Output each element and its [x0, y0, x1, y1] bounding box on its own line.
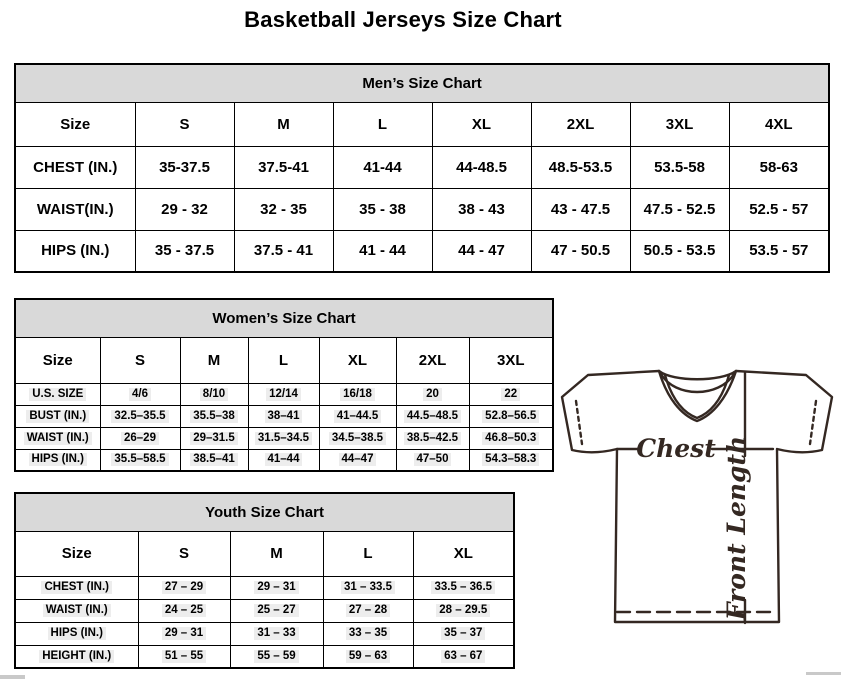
value-cell: 4/6 [100, 383, 180, 405]
row-label: HIPS (IN.) [15, 230, 135, 272]
value-cell: 33 – 35 [323, 622, 413, 645]
value-cell: 54.3–58.3 [469, 449, 553, 471]
left-cuff-dashed-line [576, 401, 582, 444]
womens-header-2xl: 2XL [396, 337, 469, 383]
chest-label: Chest [636, 434, 716, 463]
value-cell: 35.5–38 [180, 405, 248, 427]
value-cell: 28 – 29.5 [413, 599, 514, 622]
mens-table-row [15, 230, 829, 272]
value-cell: 59 – 63 [323, 645, 413, 668]
womens-header-3xl: 3XL [469, 337, 553, 383]
value-cell: 33.5 – 36.5 [413, 576, 514, 599]
womens-caption: Women’s Size Chart [15, 299, 553, 337]
value-cell: 44 - 47 [432, 230, 531, 272]
value-cell: 43 - 47.5 [531, 188, 630, 230]
jersey-diagram [555, 360, 837, 626]
youth-header-s: S [138, 531, 230, 576]
page-title: Basketball Jerseys Size Chart [244, 7, 562, 32]
mens-header-xl: XL [432, 102, 531, 146]
womens-header-s: S [100, 337, 180, 383]
value-cell: 47 - 50.5 [531, 230, 630, 272]
value-cell: 24 – 25 [138, 599, 230, 622]
value-cell: 35 - 37.5 [135, 230, 234, 272]
youth-table-row [15, 622, 514, 645]
value-cell: 38.5–42.5 [396, 427, 469, 449]
value-cell: 44.5–48.5 [396, 405, 469, 427]
value-cell: 52.8–56.5 [469, 405, 553, 427]
youth-table-row [15, 645, 514, 668]
value-cell: 31 – 33.5 [323, 576, 413, 599]
value-cell: 41–44 [248, 449, 319, 471]
front-length-label: Front Length [722, 435, 751, 621]
value-cell: 58-63 [729, 146, 829, 188]
youth-header-m: M [230, 531, 323, 576]
row-label: CHEST (IN.) [15, 576, 138, 599]
value-cell: 29 – 31 [138, 622, 230, 645]
value-cell: 35 – 37 [413, 622, 514, 645]
value-cell: 25 – 27 [230, 599, 323, 622]
collar-band-top-path [659, 371, 736, 379]
row-label: WAIST (IN.) [15, 427, 100, 449]
mens-table-row [15, 188, 829, 230]
value-cell: 44-48.5 [432, 146, 531, 188]
value-cell: 52.5 - 57 [729, 188, 829, 230]
value-cell: 29–31.5 [180, 427, 248, 449]
mens-header-4xl: 4XL [729, 102, 829, 146]
value-cell: 27 – 29 [138, 576, 230, 599]
value-cell: 38 - 43 [432, 188, 531, 230]
mens-header-l: L [333, 102, 432, 146]
mens-table-row [15, 146, 829, 188]
womens-header-l: L [248, 337, 319, 383]
value-cell: 26–29 [100, 427, 180, 449]
value-cell: 32 - 35 [234, 188, 333, 230]
value-cell: 35-37.5 [135, 146, 234, 188]
value-cell: 37.5-41 [234, 146, 333, 188]
mens-header-s: S [135, 102, 234, 146]
value-cell: 41-44 [333, 146, 432, 188]
mens-caption: Men’s Size Chart [15, 64, 829, 102]
value-cell: 44–47 [319, 449, 396, 471]
value-cell: 41–44.5 [319, 405, 396, 427]
youth-size-table [14, 492, 515, 669]
value-cell: 35 - 38 [333, 188, 432, 230]
youth-table-row [15, 576, 514, 599]
value-cell: 37.5 - 41 [234, 230, 333, 272]
row-label: HEIGHT (IN.) [15, 645, 138, 668]
youth-header-size-label: Size [15, 531, 138, 576]
scrollbar-fragment-right [806, 672, 841, 675]
value-cell: 32.5–35.5 [100, 405, 180, 427]
value-cell: 53.5-58 [630, 146, 729, 188]
row-label: BUST (IN.) [15, 405, 100, 427]
value-cell: 31.5–34.5 [248, 427, 319, 449]
youth-table-row [15, 599, 514, 622]
value-cell: 55 – 59 [230, 645, 323, 668]
value-cell: 22 [469, 383, 553, 405]
value-cell: 46.8–50.3 [469, 427, 553, 449]
value-cell: 34.5–38.5 [319, 427, 396, 449]
mens-header-3xl: 3XL [630, 102, 729, 146]
womens-table-row [15, 405, 553, 427]
collar-inner-path [665, 375, 729, 418]
womens-header-size-label: Size [15, 337, 100, 383]
mens-size-table [14, 63, 830, 273]
value-cell: 41 - 44 [333, 230, 432, 272]
value-cell: 63 – 67 [413, 645, 514, 668]
value-cell: 35.5–58.5 [100, 449, 180, 471]
value-cell: 12/14 [248, 383, 319, 405]
row-label: WAIST(IN.) [15, 188, 135, 230]
row-label: HIPS (IN.) [15, 449, 100, 471]
value-cell: 48.5-53.5 [531, 146, 630, 188]
value-cell: 53.5 - 57 [729, 230, 829, 272]
row-label: U.S. SIZE [15, 383, 100, 405]
value-cell: 50.5 - 53.5 [630, 230, 729, 272]
womens-header-m: M [180, 337, 248, 383]
value-cell: 47.5 - 52.5 [630, 188, 729, 230]
value-cell: 31 – 33 [230, 622, 323, 645]
womens-table-row [15, 449, 553, 471]
value-cell: 29 – 31 [230, 576, 323, 599]
womens-size-table [14, 298, 554, 472]
womens-header-xl: XL [319, 337, 396, 383]
row-label: HIPS (IN.) [15, 622, 138, 645]
value-cell: 38–41 [248, 405, 319, 427]
value-cell: 51 – 55 [138, 645, 230, 668]
value-cell: 27 – 28 [323, 599, 413, 622]
womens-table-row [15, 427, 553, 449]
value-cell: 38.5–41 [180, 449, 248, 471]
value-cell: 16/18 [319, 383, 396, 405]
value-cell: 20 [396, 383, 469, 405]
jersey-outline-path [562, 371, 832, 622]
youth-header-xl: XL [413, 531, 514, 576]
youth-caption: Youth Size Chart [15, 493, 514, 531]
row-label: WAIST (IN.) [15, 599, 138, 622]
mens-header-m: M [234, 102, 333, 146]
value-cell: 47–50 [396, 449, 469, 471]
right-cuff-dashed-line [810, 401, 816, 444]
row-label: CHEST (IN.) [15, 146, 135, 188]
youth-header-l: L [323, 531, 413, 576]
value-cell: 29 - 32 [135, 188, 234, 230]
value-cell: 8/10 [180, 383, 248, 405]
mens-header-2xl: 2XL [531, 102, 630, 146]
scrollbar-fragment-left [0, 675, 25, 679]
mens-header-size-label: Size [15, 102, 135, 146]
womens-table-row [15, 383, 553, 405]
